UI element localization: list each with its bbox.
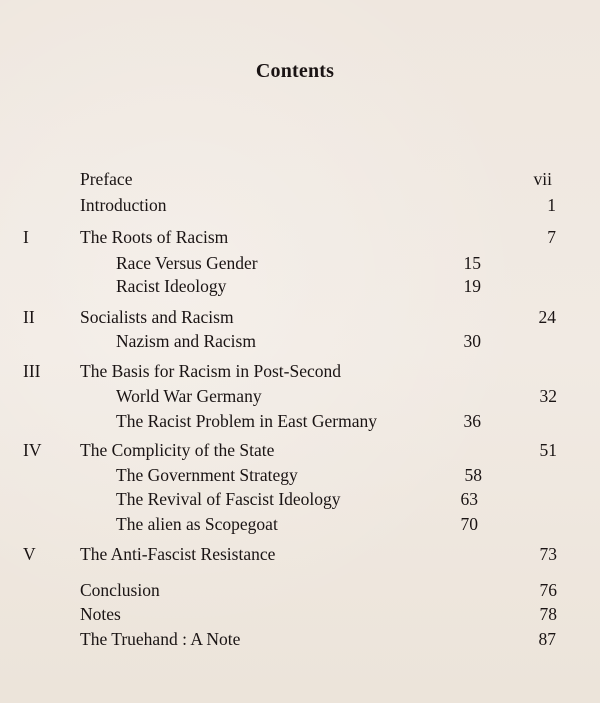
toc-entry [0,225,600,249]
toc-entry [0,578,600,602]
entry-title: The Anti-Fascist Resistance [80,544,276,564]
page-number: 15 [463,253,481,273]
toc-entry [0,602,600,626]
chapter-number: I [23,227,29,247]
toc-entry [0,438,600,462]
chapter-number: III [23,361,41,381]
page-number: 7 [547,227,556,247]
entry-title: The Government Strategy [116,465,298,485]
toc-entry [0,542,600,566]
entry-title: Race Versus Gender [116,253,258,273]
page-number: 87 [538,629,556,649]
page-number: vii [533,169,552,189]
chapter-number: II [23,307,35,327]
toc-entry [0,487,600,511]
page-number: 58 [464,465,482,485]
chapter-number: V [23,544,36,564]
page-number: 30 [463,331,481,351]
page-number: 51 [539,440,557,460]
page-number: 76 [539,580,557,600]
entry-title: Socialists and Racism [80,307,234,327]
page-number: 1 [547,195,556,215]
page-number: 19 [463,276,481,296]
toc-entry [0,167,600,191]
page-number: 32 [539,386,557,406]
toc-entry [0,359,600,383]
entry-title: Preface [80,169,133,189]
entry-title: The Basis for Racism in Post-Second [80,361,342,381]
page-number: 73 [539,544,557,564]
toc-entry [0,627,600,651]
chapter-number: IV [23,440,42,460]
entry-title: Notes [80,604,121,624]
page-number: 24 [538,307,556,327]
page-number: 70 [460,514,478,534]
entry-title: The Roots of Racism [80,227,229,247]
toc-entry [0,512,600,536]
toc-entry [0,305,600,329]
toc-entry [0,274,600,298]
entry-title: The Truehand : A Note [80,629,241,649]
toc-entry [0,409,600,433]
entry-title: Nazism and Racism [116,331,256,351]
toc-entry [0,193,600,217]
entry-title: The Complicity of the State [80,440,275,460]
entry-title: World War Germany [116,386,262,406]
page-title: Contents [255,60,335,82]
entry-title: Racist Ideology [116,276,227,296]
entry-title: The Revival of Fascist Ideology [116,489,341,509]
toc-entry [0,384,600,408]
page-number: 78 [539,604,557,624]
toc-entry [0,251,600,275]
entry-title: Conclusion [80,580,160,600]
page-number: 63 [460,489,478,509]
toc-entry [0,329,600,353]
entry-title: The Racist Problem in East Germany [116,411,377,431]
page-number: 36 [463,411,481,431]
entry-title: The alien as Scopegoat [116,514,278,534]
entry-title: Introduction [80,195,167,215]
toc-entry [0,463,600,487]
